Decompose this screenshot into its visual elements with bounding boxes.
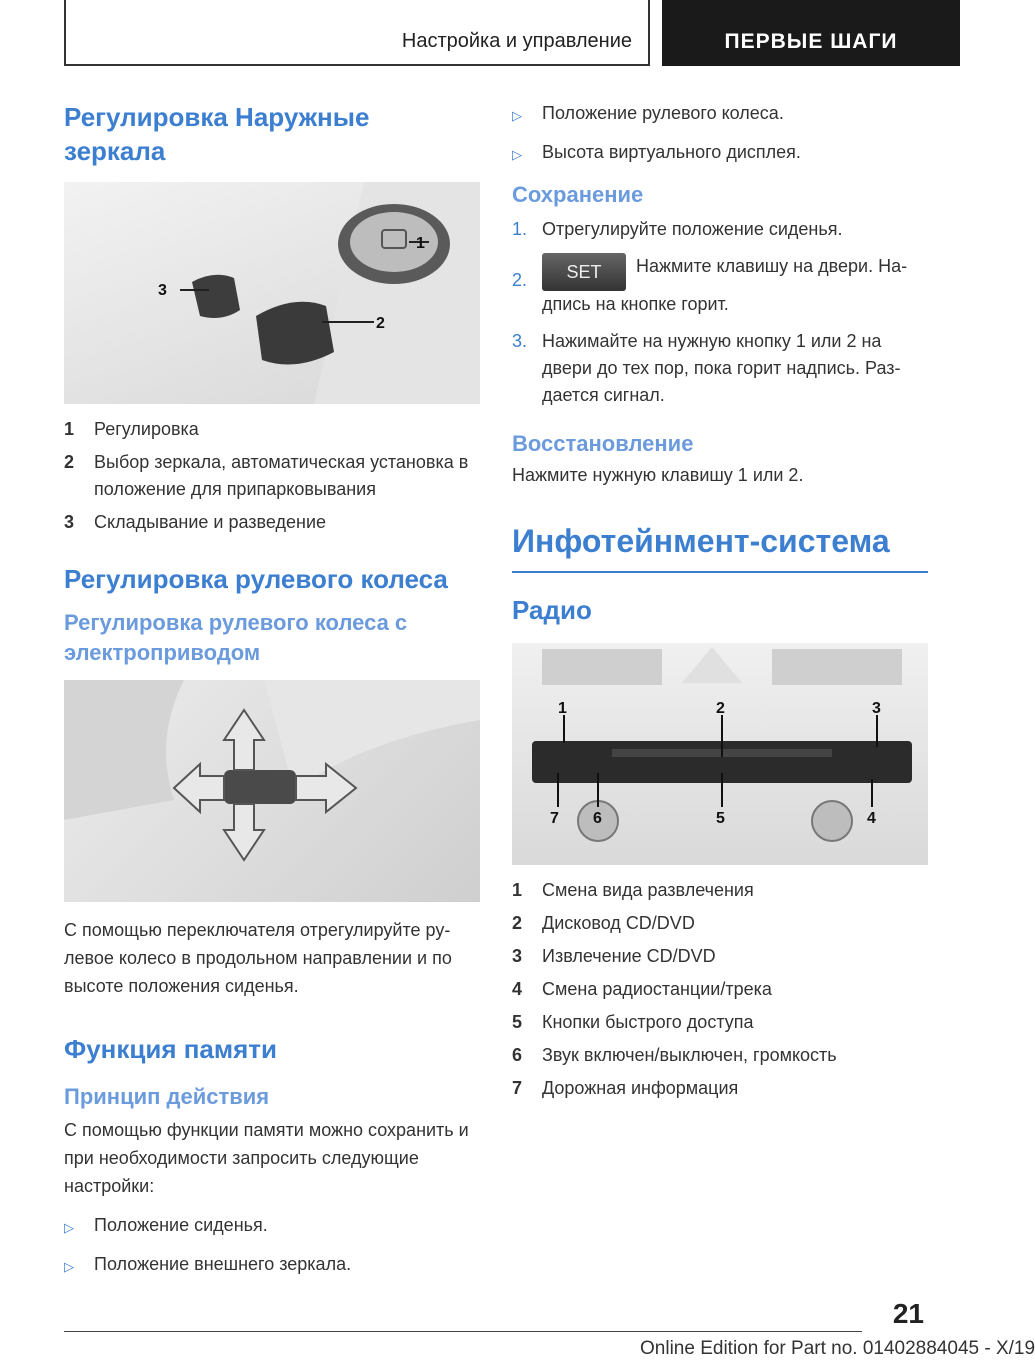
steering-switch-illustration	[64, 680, 480, 902]
mirror-controls-illustration	[64, 182, 480, 404]
header-section-title: Настройка и управление	[401, 30, 632, 52]
memory-settings-item: ▷ Положение внешнего зеркала.	[64, 1251, 480, 1280]
radio-label-5: 5	[716, 810, 725, 827]
mirror-label-1: 1	[416, 235, 425, 252]
radio-legend-item: 3 Извлечение CD/DVD	[512, 946, 716, 966]
heading-divider	[512, 571, 928, 573]
radio-legend-item: 6 Звук включен/выключен, громкость	[512, 1045, 837, 1065]
infotainment-heading: Инфотейнмент-система	[512, 523, 890, 559]
footer-divider	[64, 1331, 862, 1332]
radio-legend	[512, 877, 928, 1102]
mirror-label-3: 3	[158, 282, 167, 299]
steering-description: С помощью переключателя отрегулируйте ру-левое колесо в продольном направлении и по высоте положения сиденья.	[64, 920, 452, 996]
save-step: 1. Отрегулируйте положение сиденья.	[512, 219, 843, 239]
mirror-legend	[64, 416, 480, 536]
radio-legend-item: 1 Смена вида развлечения	[512, 880, 754, 900]
radio-panel-image	[512, 643, 928, 865]
steering-heading: Регулировка рулевого колеса	[64, 564, 448, 594]
mirror-label-2: 2	[376, 315, 385, 332]
mirror-legend-item: 2 Выбор зеркала, автоматическая установка в положение для припарковывания	[64, 452, 469, 499]
mirror-legend-item: 3 Складывание и разведение	[64, 512, 327, 532]
restore-heading: Восстановление	[512, 431, 694, 456]
save-step: 2. SET Нажмите клавишу на двери. На-дпись на кнопке горит.	[512, 253, 928, 318]
radio-legend-item: 5 Кнопки быстрого доступа	[512, 1012, 754, 1032]
memory-settings-list-continued	[512, 100, 928, 168]
save-steps	[512, 216, 928, 409]
radio-label-6: 6	[593, 810, 602, 827]
restore-description: Нажмите нужную клавишу 1 или 2.	[512, 465, 804, 485]
memory-settings-item: ▷ Положение сиденья.	[64, 1212, 480, 1241]
triangle-bullet-icon: ▷	[64, 1220, 74, 1235]
triangle-bullet-icon: ▷	[512, 108, 522, 123]
set-button-icon: SET	[542, 253, 626, 291]
header-chapter-box	[662, 0, 960, 66]
radio-label-4: 4	[867, 810, 876, 827]
radio-legend-item: 7 Дорожная информация	[512, 1078, 739, 1098]
page-number: 21	[892, 1298, 924, 1329]
radio-label-3: 3	[872, 700, 881, 717]
radio-heading: Радио	[512, 595, 592, 625]
triangle-bullet-icon: ▷	[512, 147, 522, 162]
steering-switch-image	[64, 680, 480, 902]
mirror-legend-item: 1 Регулировка	[64, 419, 199, 439]
memory-settings-item: ▷ Положение рулевого колеса.	[512, 100, 928, 129]
mirror-heading: Регулировка Наружные зеркала	[64, 102, 370, 166]
header-chapter-title: ПЕРВЫЕ ШАГИ	[724, 30, 898, 53]
header-section-box	[64, 0, 650, 66]
footer-edition: Online Edition for Part no. 01402884045 - X/19	[640, 1338, 1035, 1359]
memory-description: С помощью функции памяти можно сохранить и при необходимости запросить следующие настройки:	[64, 1120, 469, 1196]
memory-subheading: Принцип действия	[64, 1084, 270, 1109]
triangle-bullet-icon: ▷	[64, 1259, 74, 1274]
mirror-controls-image	[64, 182, 480, 404]
radio-label-7: 7	[550, 810, 559, 827]
steering-subheading: Регулировка рулевого колеса с электроприводом	[64, 610, 408, 665]
left-column	[64, 100, 480, 1290]
radio-label-1: 1	[558, 700, 567, 717]
memory-settings-list	[64, 1212, 480, 1280]
save-heading: Сохранение	[512, 182, 644, 207]
right-column	[512, 100, 928, 1108]
radio-legend-item: 4 Смена радиостанции/трека	[512, 979, 772, 999]
radio-legend-item: 2 Дисковод CD/DVD	[512, 913, 695, 933]
memory-settings-item: ▷ Высота виртуального дисплея.	[512, 139, 928, 168]
save-step: 3. Нажимайте на нужную кнопку 1 или 2 на двери до тех пор, пока горит надпись. Раз-дается сигнал.	[512, 331, 901, 405]
memory-heading: Функция памяти	[64, 1034, 278, 1064]
radio-panel-illustration	[512, 643, 928, 865]
radio-label-2: 2	[716, 700, 725, 717]
